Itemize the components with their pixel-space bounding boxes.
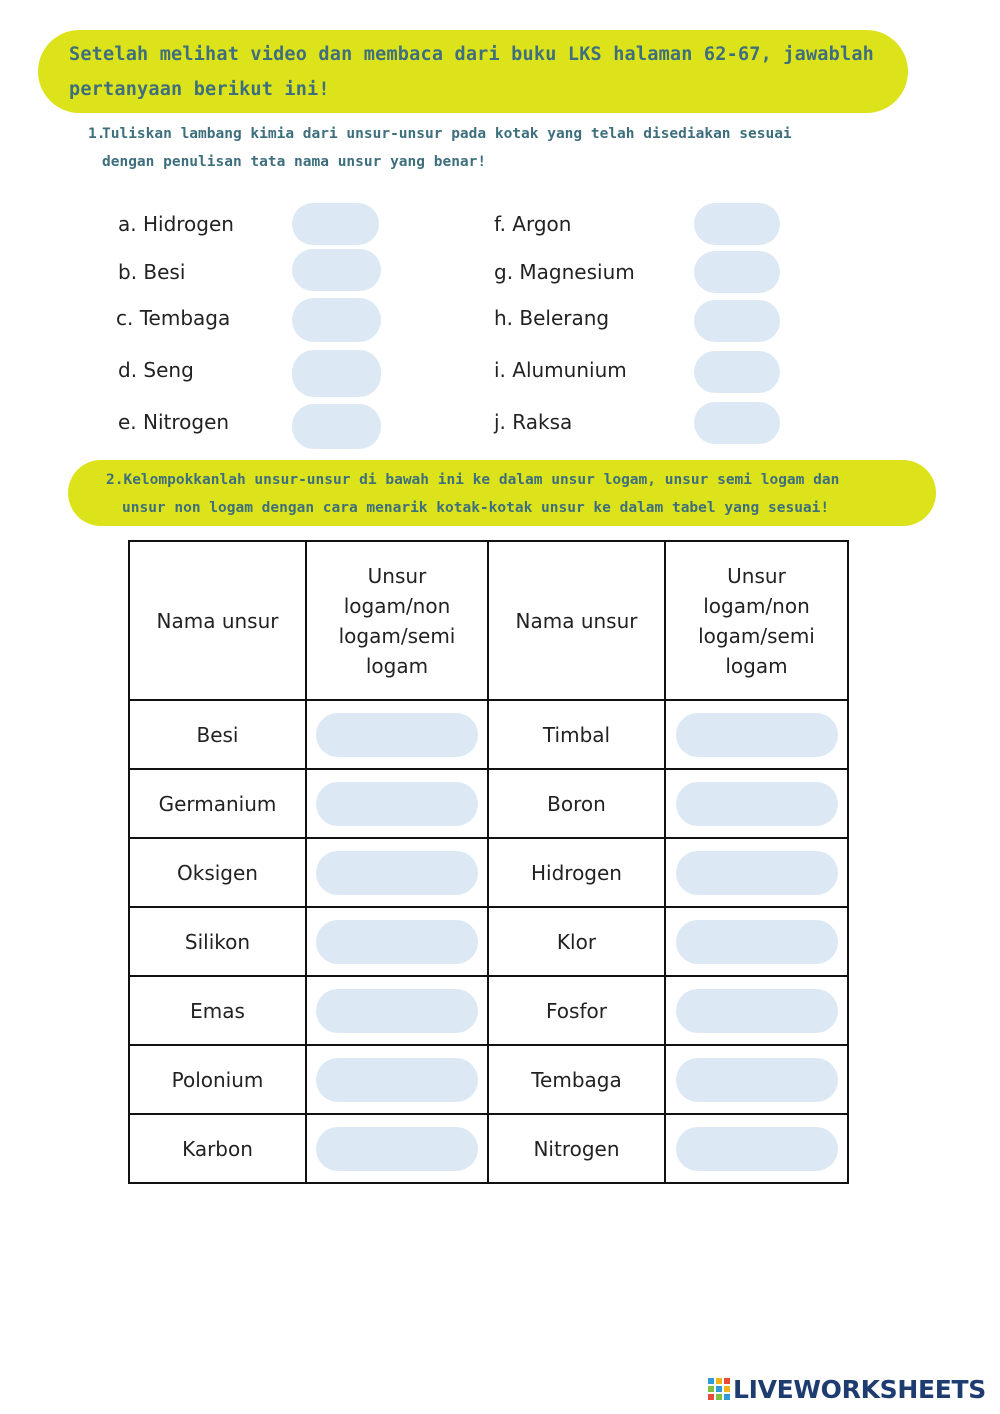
- element-name-cell: Boron: [488, 769, 665, 838]
- question-1-number: 1.: [88, 126, 106, 142]
- question-1-line-1: Tuliskan lambang kimia dari unsur-unsur pada kotak yang telah disediakan sesuai: [102, 126, 792, 142]
- table-header-row: [129, 541, 848, 700]
- instruction-banner: [38, 30, 908, 113]
- drop-cell: [306, 838, 488, 907]
- question-2-number: 2.: [106, 472, 124, 488]
- q1-item-seng: d. Seng: [118, 358, 194, 382]
- drop-target-box[interactable]: [316, 851, 478, 895]
- answer-box-hidrogen[interactable]: [292, 203, 379, 245]
- element-name-cell: Timbal: [488, 700, 665, 769]
- answer-box-besi[interactable]: [292, 249, 381, 291]
- element-name-cell: Klor: [488, 907, 665, 976]
- drop-target-box[interactable]: [676, 1127, 838, 1171]
- q1-item-tembaga: c. Tembaga: [116, 306, 231, 330]
- element-name-cell: Polonium: [129, 1045, 306, 1114]
- table-row: [129, 1114, 848, 1183]
- table-row: [129, 907, 848, 976]
- classification-table: [128, 540, 849, 1184]
- answer-box-belerang[interactable]: [694, 300, 780, 342]
- element-name-cell: Fosfor: [488, 976, 665, 1045]
- answer-box-alumunium[interactable]: [694, 351, 780, 393]
- element-name-cell: Besi: [129, 700, 306, 769]
- drop-cell: [306, 1114, 488, 1183]
- drop-target-box[interactable]: [676, 782, 838, 826]
- element-name-cell: Oksigen: [129, 838, 306, 907]
- drop-cell: [306, 700, 488, 769]
- drop-target-box[interactable]: [676, 713, 838, 757]
- drop-target-box[interactable]: [316, 713, 478, 757]
- instruction-line-2: pertanyaan berikut ini!: [69, 79, 330, 100]
- liveworksheets-brand-text: LIVEWORKSHEETS: [732, 1374, 986, 1404]
- drop-cell: [665, 1114, 848, 1183]
- drop-target-box[interactable]: [316, 1058, 478, 1102]
- header-type-line: Unsur: [727, 563, 786, 588]
- header-element-name-left: Nama unsur: [129, 541, 306, 700]
- drop-cell: [665, 769, 848, 838]
- drop-cell: [306, 1045, 488, 1114]
- table-row: [129, 700, 848, 769]
- q1-item-besi: b. Besi: [118, 260, 186, 284]
- drop-target-box[interactable]: [676, 851, 838, 895]
- liveworksheets-logo-icon: [708, 1378, 730, 1400]
- drop-target-box[interactable]: [676, 989, 838, 1033]
- drop-target-box[interactable]: [676, 920, 838, 964]
- q1-item-hidrogen: a. Hidrogen: [118, 212, 234, 236]
- question-2-line-1: Kelompokkanlah unsur-unsur di bawah ini ke dalam unsur logam, unsur semi logam dan: [123, 472, 840, 488]
- element-name-cell: Silikon: [129, 907, 306, 976]
- drop-target-box[interactable]: [316, 920, 478, 964]
- table-row: [129, 769, 848, 838]
- drop-cell: [665, 838, 848, 907]
- drop-cell: [665, 976, 848, 1045]
- instruction-line-1: Setelah melihat video dan membaca dari buku LKS halaman 62-67, jawablah: [69, 44, 874, 65]
- answer-box-nitrogen[interactable]: [292, 404, 381, 449]
- drop-target-box[interactable]: [316, 1127, 478, 1171]
- answer-box-tembaga[interactable]: [292, 298, 381, 342]
- header-element-name-right: Nama unsur: [488, 541, 665, 700]
- element-name-cell: Germanium: [129, 769, 306, 838]
- table-row: [129, 838, 848, 907]
- table-row: [129, 1045, 848, 1114]
- table-row: [129, 976, 848, 1045]
- element-name-cell: Karbon: [129, 1114, 306, 1183]
- answer-box-raksa[interactable]: [694, 402, 780, 444]
- header-type-line: logam/non: [343, 593, 451, 618]
- drop-cell: [665, 1045, 848, 1114]
- drop-cell: [306, 907, 488, 976]
- header-type-line: logam/non: [703, 593, 810, 618]
- question-2-banner: [68, 460, 936, 526]
- header-type-line: Unsur: [367, 563, 427, 588]
- q1-item-belerang: h. Belerang: [494, 306, 610, 330]
- header-type-line: logam/semi: [698, 623, 815, 648]
- element-name-cell: Nitrogen: [488, 1114, 665, 1183]
- header-type-line: logam/semi: [338, 623, 456, 648]
- q1-item-nitrogen: e. Nitrogen: [118, 410, 230, 434]
- drop-target-box[interactable]: [316, 782, 478, 826]
- question-2-line-2: unsur non logam dengan cara menarik kotak-kotak unsur ke dalam tabel yang sesuai!: [122, 500, 830, 516]
- drop-cell: [306, 769, 488, 838]
- q1-item-alumunium: i. Alumunium: [494, 358, 627, 382]
- drop-cell: [665, 907, 848, 976]
- drop-target-box[interactable]: [316, 989, 478, 1033]
- q1-item-magnesium: g. Magnesium: [494, 260, 635, 284]
- q1-item-argon: f. Argon: [494, 212, 572, 236]
- element-name-cell: Tembaga: [488, 1045, 665, 1114]
- drop-cell: [306, 976, 488, 1045]
- q1-item-raksa: j. Raksa: [494, 410, 573, 434]
- header-type-line: logam: [365, 653, 429, 678]
- header-element-type-right: [665, 541, 848, 700]
- answer-box-argon[interactable]: [694, 203, 780, 245]
- answer-box-seng[interactable]: [292, 350, 381, 397]
- element-name-cell: Hidrogen: [488, 838, 665, 907]
- answer-box-magnesium[interactable]: [694, 251, 780, 293]
- liveworksheets-logo: [708, 1373, 986, 1405]
- question-1-line-2: dengan penulisan tata nama unsur yang benar!: [102, 154, 487, 170]
- question-1: [88, 120, 868, 176]
- drop-cell: [665, 700, 848, 769]
- header-element-type-left: [306, 541, 488, 700]
- drop-target-box[interactable]: [676, 1058, 838, 1102]
- element-name-cell: Emas: [129, 976, 306, 1045]
- header-type-line: logam: [725, 653, 788, 678]
